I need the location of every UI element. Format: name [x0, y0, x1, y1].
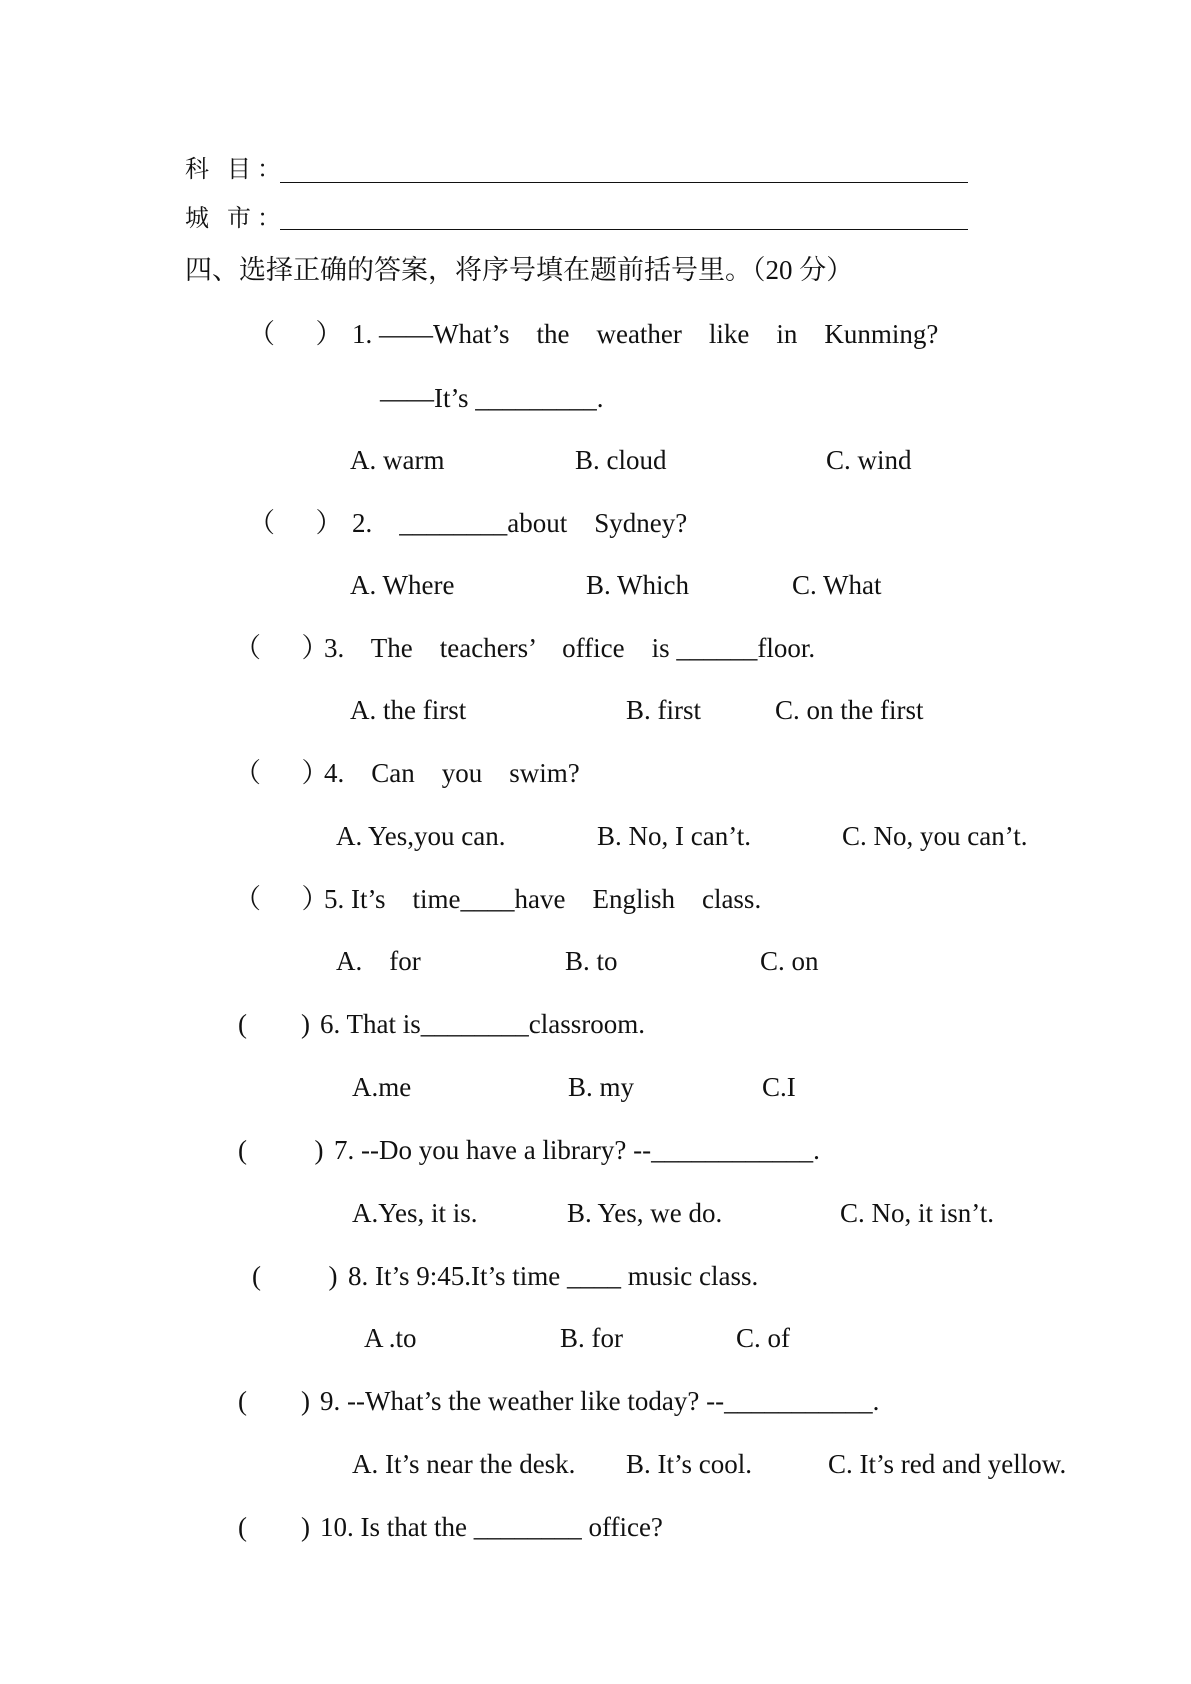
- q4-option-c: C. No, you can’t.: [842, 821, 1028, 851]
- answer-bracket-10[interactable]: ( ): [238, 1512, 310, 1542]
- section-title: 四、选择正确的答案，将序号填在题前括号里。（20 分）: [185, 255, 854, 285]
- q9-option-a: A. It’s near the desk.: [352, 1449, 576, 1479]
- q2-option-c: C. What: [792, 570, 882, 600]
- question-4-text: 4. Can you swim?: [324, 758, 580, 788]
- q7-option-b: B. Yes, we do.: [567, 1198, 723, 1228]
- q3-option-a: A. the first: [350, 695, 467, 725]
- q6-option-c: C.I: [762, 1072, 796, 1102]
- question-6-text: 6. That is________classroom.: [320, 1009, 645, 1039]
- q7-option-a: A.Yes, it is.: [352, 1198, 478, 1228]
- question-3-text: 3. The teachers’ office is ______floor.: [324, 633, 816, 663]
- q6-option-a: A.me: [352, 1072, 412, 1102]
- q1-option-b: B. cloud: [575, 445, 667, 475]
- answer-bracket-5[interactable]: （ ）: [234, 884, 329, 914]
- answer-bracket-7[interactable]: ( ): [238, 1135, 324, 1165]
- question-10-text: 10. Is that the ________ office?: [320, 1512, 663, 1542]
- q1-option-c: C. wind: [826, 445, 912, 475]
- q8-option-a: A .to: [364, 1323, 417, 1353]
- question-2-text: 2. ________about Sydney?: [352, 508, 688, 538]
- question-1-text: 1. ——What’s the weather like in Kunming?: [352, 319, 939, 349]
- answer-bracket-4[interactable]: （ ）: [234, 758, 329, 788]
- subject-blank-line[interactable]: [280, 182, 968, 183]
- q4-option-b: B. No, I can’t.: [597, 821, 751, 851]
- q5-option-a: A. for: [336, 946, 421, 976]
- q4-option-a: A. Yes,you can.: [336, 821, 506, 851]
- q1-option-a: A. warm: [350, 445, 445, 475]
- q6-option-b: B. my: [568, 1072, 635, 1102]
- q9-option-c: C. It’s red and yellow.: [828, 1449, 1067, 1479]
- question-1-line2: ——It’s _________.: [380, 383, 604, 413]
- city-label: 城 市：: [185, 206, 287, 232]
- answer-bracket-8[interactable]: ( ): [252, 1261, 338, 1291]
- question-7-text: 7. --Do you have a library? --____________.: [334, 1135, 820, 1165]
- q2-option-a: A. Where: [350, 570, 455, 600]
- q2-option-b: B. Which: [586, 570, 689, 600]
- q7-option-c: C. No, it isn’t.: [840, 1198, 995, 1228]
- q3-option-c: C. on the first: [775, 695, 924, 725]
- answer-bracket-3[interactable]: （ ）: [234, 633, 329, 663]
- q8-option-c: C. of: [736, 1323, 790, 1353]
- city-blank-line[interactable]: [280, 229, 968, 230]
- q5-option-b: B. to: [565, 946, 618, 976]
- answer-bracket-2[interactable]: （ ）: [248, 508, 343, 538]
- q5-option-c: C. on: [760, 946, 819, 976]
- answer-bracket-1[interactable]: （ ）: [248, 319, 343, 349]
- q9-option-b: B. It’s cool.: [626, 1449, 752, 1479]
- question-8-text: 8. It’s 9:45.It’s time ____ music class.: [348, 1261, 759, 1291]
- q8-option-b: B. for: [560, 1323, 623, 1353]
- subject-label: 科 目：: [185, 157, 287, 183]
- q3-option-b: B. first: [626, 695, 702, 725]
- answer-bracket-6[interactable]: ( ): [238, 1009, 310, 1039]
- question-9-text: 9. --What’s the weather like today? --___________.: [320, 1386, 880, 1416]
- question-5-text: 5. It’s time____have English class.: [324, 884, 762, 914]
- answer-bracket-9[interactable]: ( ): [238, 1386, 310, 1416]
